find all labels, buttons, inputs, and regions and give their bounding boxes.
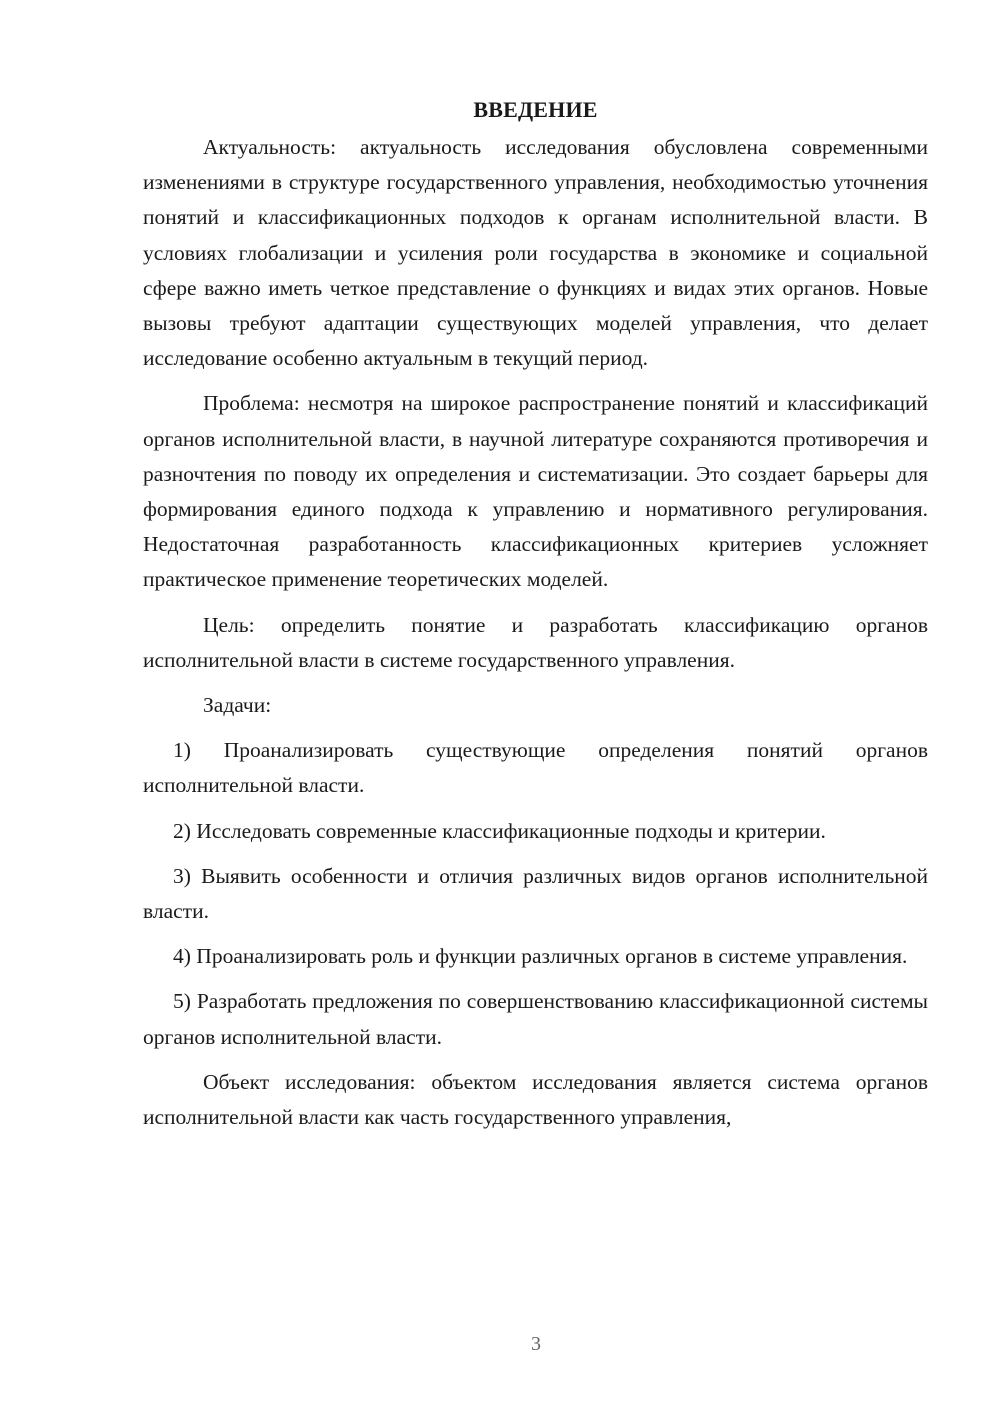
task-number: 4) bbox=[173, 944, 191, 969]
task-number: 3) bbox=[173, 863, 191, 888]
task-number: 2) bbox=[173, 818, 191, 843]
task-text: Исследовать современные классификационные подходы и критерии. bbox=[196, 818, 826, 843]
task-item-1 bbox=[143, 733, 928, 803]
task-text: Выявить особенности и отличия различных видов органов исполнительной власти. bbox=[143, 863, 929, 924]
page-content bbox=[143, 92, 928, 1145]
task-number: 1) bbox=[173, 738, 191, 763]
section-title: ВВЕДЕНИЕ bbox=[473, 97, 598, 122]
paragraph-tasks-heading: Задачи: bbox=[203, 693, 272, 718]
paragraph-goal: Цель: определить понятие и разработать классификацию органов исполнительной власти в системе государственного управления. bbox=[143, 612, 928, 672]
paragraph-object: Объект исследования: объектом исследования является система органов исполнительной власти как часть государственного управления, bbox=[143, 1069, 928, 1130]
task-item-4 bbox=[143, 939, 928, 974]
task-text: Проанализировать роль и функции различных органов в системе управления. bbox=[196, 944, 908, 969]
paragraph-relevance: Актуальность: актуальность исследования обусловлена современными изменениями в структуре государственного управления, необходимостью уточнения понятий и классификационных подходов к органам исполнительной власти. В условиях глобализации и усиления роли государства в экономике и социальной сфере важно иметь четкое представление о функциях и видах этих органов. Новые вызовы требуют адаптации существующих моделей управления, что делает исследование особенно актуальным в текущий период. bbox=[143, 135, 928, 371]
task-item-5 bbox=[143, 984, 928, 1054]
task-number: 5) bbox=[173, 989, 191, 1014]
page-number: 3 bbox=[531, 1333, 541, 1355]
task-text: Проанализировать существующие определения понятий органов исполнительной власти. bbox=[143, 738, 928, 798]
paragraph-problem: Проблема: несмотря на широкое распространение понятий и классификаций органов исполнительной власти, в научной литературе сохраняются противоречия и разночтения по поводу их определения и систематизации. Это создает барьеры для формирования единого подхода к управлению и нормативного регулирования. Недостаточная разработанность классификационных критериев усложняет практическое применение теоретических моделей. bbox=[143, 391, 928, 592]
task-item-2 bbox=[143, 814, 928, 849]
task-text: Разработать предложения по совершенствованию классификационной системы органов исполнительной власти. bbox=[143, 989, 929, 1049]
task-item-3 bbox=[143, 859, 928, 929]
